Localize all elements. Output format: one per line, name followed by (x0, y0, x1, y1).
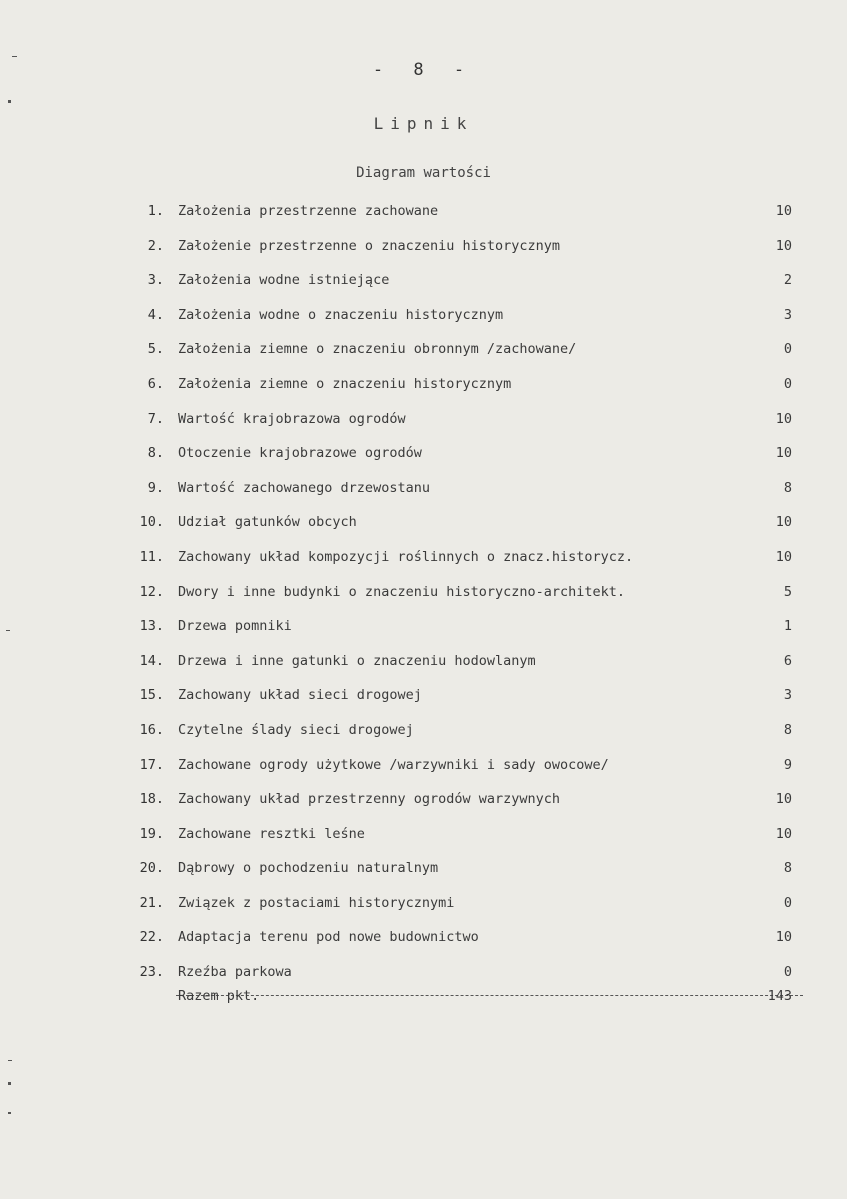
item-label: Otoczenie krajobrazowe ogrodów (178, 445, 422, 462)
list-item (0, 718, 847, 753)
list-item (0, 753, 847, 788)
list-item (0, 476, 847, 511)
item-score: 3 (783, 306, 792, 323)
margin-mark (8, 1082, 11, 1085)
item-label: Zachowany układ przestrzenny ogrodów warzywnych (178, 791, 561, 808)
margin-mark (8, 100, 11, 103)
margin-mark (8, 1060, 12, 1061)
item-number: 7. (147, 410, 164, 427)
item-label: Założenia wodne istniejące (178, 272, 390, 289)
item-score: 0 (783, 341, 792, 358)
page-number: - 8 - (372, 60, 475, 80)
item-label: Dąbrowy o pochodzeniu naturalnym (178, 860, 439, 877)
item-number: 15. (139, 687, 164, 704)
item-number: 8. (147, 445, 164, 462)
item-number: 10. (139, 514, 164, 531)
list-item (0, 787, 847, 822)
item-score: 3 (783, 687, 792, 704)
item-score: 9 (783, 756, 792, 773)
item-label: Wartość krajobrazowa ogrodów (178, 410, 406, 427)
item-number: 14. (139, 652, 164, 669)
list-item (0, 683, 847, 718)
list-item (0, 303, 847, 338)
item-number: 18. (139, 791, 164, 808)
list-item (0, 407, 847, 442)
list-item (0, 580, 847, 615)
item-score: 10 (775, 203, 792, 219)
item-label: Zachowany układ kompozycji roślinnych o znacz.historycz. (178, 548, 634, 565)
item-label: Zachowany układ sieci drogowej (178, 687, 422, 704)
list-item (0, 199, 847, 234)
list-item (0, 614, 847, 649)
total-score: 143 (767, 988, 792, 1004)
margin-mark (12, 56, 17, 57)
item-score: 10 (775, 445, 792, 462)
list-item (0, 234, 847, 269)
item-label: Rzeźba parkowa (178, 964, 292, 981)
item-score: 10 (775, 410, 792, 427)
item-label: Udział gatunków obcych (178, 514, 357, 531)
item-number: 3. (147, 272, 164, 289)
list-item (0, 337, 847, 372)
item-label: Założenia ziemne o znaczeniu historycznym (178, 375, 512, 392)
item-number: 17. (139, 756, 164, 773)
item-number: 6. (147, 375, 164, 392)
margin-mark (6, 630, 10, 631)
item-score: 10 (775, 237, 792, 254)
item-number: 1. (147, 203, 164, 219)
item-score: 6 (783, 652, 792, 669)
item-label: Założenia wodne o znaczeniu historycznym (178, 306, 504, 323)
list-item (0, 545, 847, 580)
item-score: 10 (775, 791, 792, 808)
item-score: 2 (783, 272, 792, 289)
item-number: 11. (139, 548, 164, 565)
item-label: Zachowane ogrody użytkowe /warzywniki i sady owocowe/ (178, 756, 609, 773)
item-label: Związek z postaciami historycznymi (178, 894, 455, 911)
item-score: 8 (783, 479, 792, 496)
item-number: 16. (139, 721, 164, 738)
list-item (139, 960, 803, 996)
item-number: 12. (139, 583, 164, 600)
item-number: 4. (147, 306, 164, 323)
item-score: 10 (775, 825, 792, 842)
item-score: 10 (775, 929, 792, 946)
item-score: 0 (783, 894, 792, 911)
item-label: Wartość zachowanego drzewostanu (178, 479, 430, 496)
item-number: 2. (147, 237, 164, 254)
item-label: Założenie przestrzenne o znaczeniu historycznym (178, 237, 561, 254)
list-item (0, 510, 847, 545)
item-score: 10 (775, 548, 792, 565)
item-score: 8 (783, 721, 792, 738)
item-label: Czytelne ślady sieci drogowej (178, 721, 414, 738)
list-item (0, 372, 847, 407)
item-number: 19. (139, 825, 164, 842)
list-item (0, 441, 847, 476)
item-score: 0 (783, 375, 792, 392)
list-item (0, 891, 847, 926)
item-number: 9. (147, 479, 164, 496)
list-item (0, 856, 847, 891)
item-label: Założenia ziemne o znaczeniu obronnym /zachowane/ (178, 341, 577, 358)
item-number: 13. (139, 618, 164, 635)
total-label: Razem pkt. (178, 988, 260, 1004)
item-score: 1 (783, 618, 792, 635)
document-title: Lipnik (373, 114, 474, 133)
item-label: Dwory i inne budynki o znaczeniu historyczno-architekt. (178, 583, 626, 600)
item-score: 0 (783, 964, 792, 981)
item-number: 5. (147, 341, 164, 358)
item-score: 8 (783, 860, 792, 877)
item-label: Zachowane resztki leśne (178, 825, 365, 842)
item-number: 21. (139, 894, 164, 911)
item-number: 20. (139, 860, 164, 877)
list-item (0, 649, 847, 684)
item-label: Adaptacja terenu pod nowe budownictwo (178, 929, 479, 946)
list-item (0, 925, 847, 960)
list-item (0, 822, 847, 857)
value-list (0, 199, 847, 996)
item-score: 5 (783, 583, 792, 600)
item-score: 10 (775, 514, 792, 531)
item-number: 23. (139, 964, 164, 981)
document-subtitle: Diagram wartości (356, 165, 491, 181)
margin-mark (8, 1112, 11, 1114)
item-number: 22. (139, 929, 164, 946)
item-label: Drzewa i inne gatunki o znaczeniu hodowlanym (178, 652, 536, 669)
item-label: Drzewa pomniki (178, 618, 292, 635)
item-label: Założenia przestrzenne zachowane (178, 203, 439, 219)
list-item (0, 268, 847, 303)
